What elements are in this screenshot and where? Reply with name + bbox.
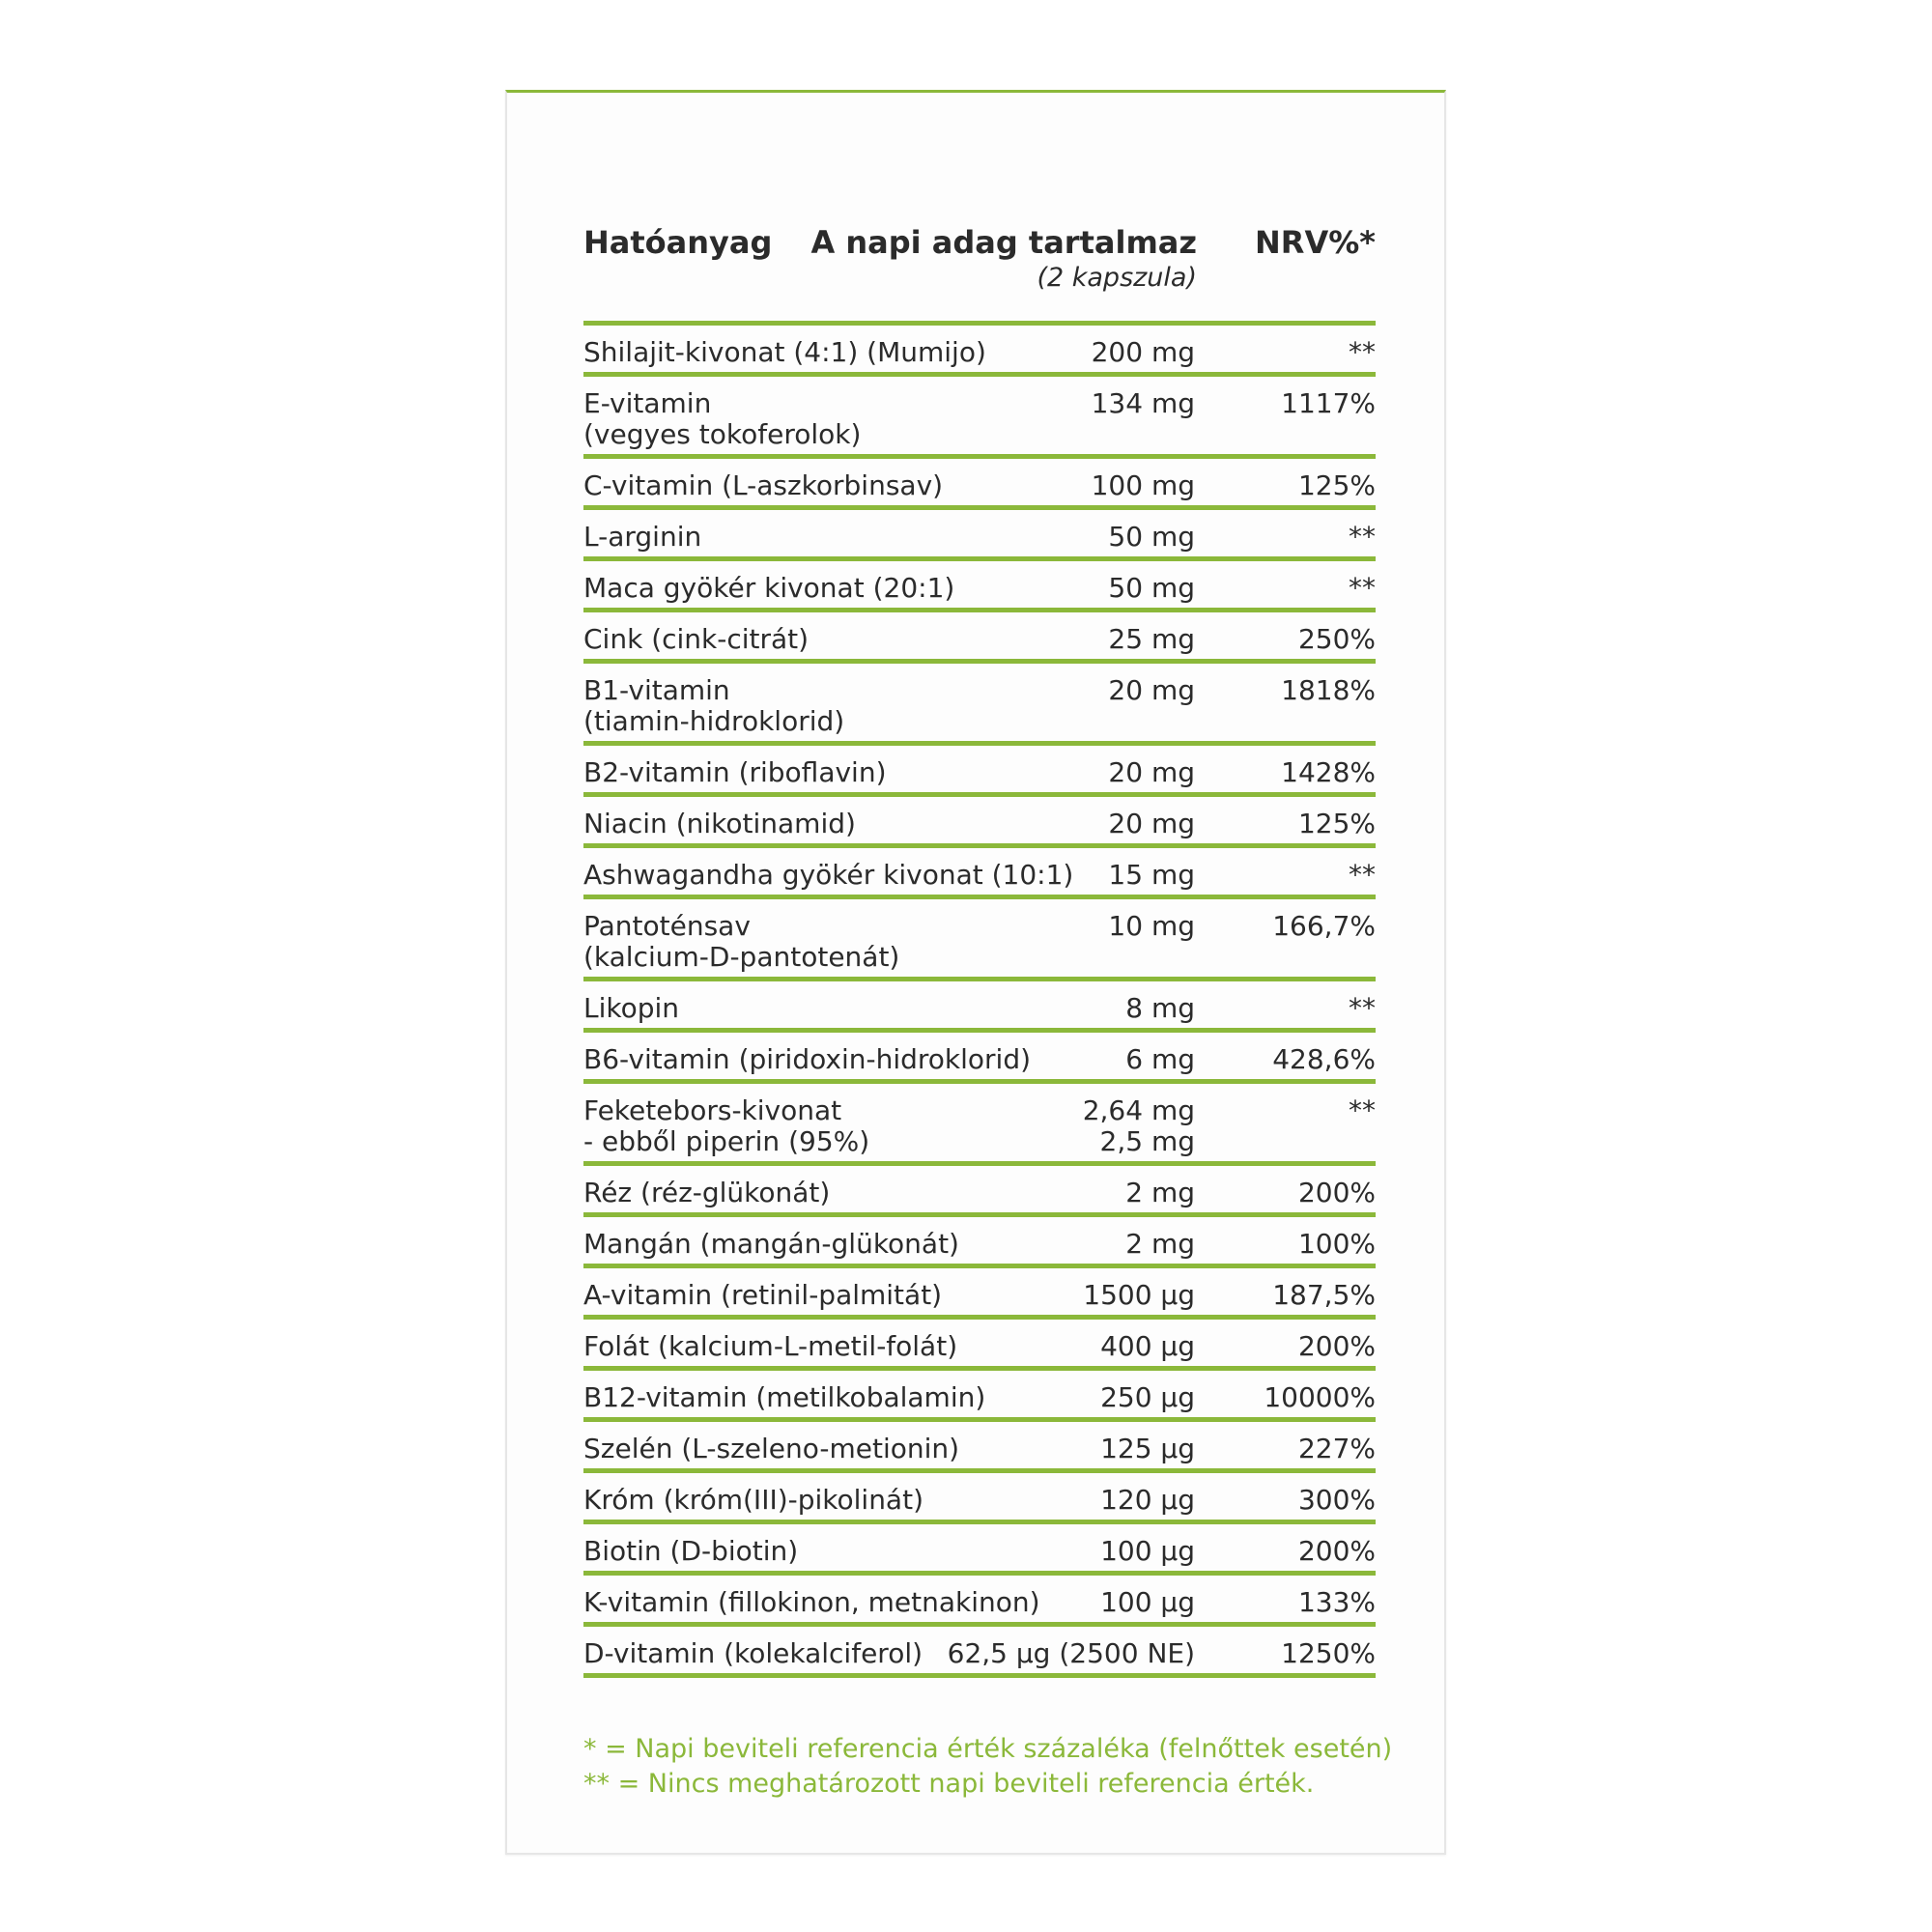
ingredient-name: B6-vitamin (piridoxin-hidroklorid)	[583, 1043, 1032, 1075]
nrv-value: 125%	[1297, 469, 1376, 501]
ingredient-cell	[583, 470, 1086, 501]
ingredient-name: Króm (króm(III)-pikolinát)	[583, 1484, 923, 1516]
nrv-value: 200%	[1297, 1535, 1376, 1567]
amount-cell	[1108, 757, 1195, 788]
amount-value: 2,64 mg	[1082, 1094, 1195, 1126]
amount-value: 125 µg	[1100, 1433, 1195, 1464]
nutrition-table	[583, 224, 1376, 1678]
ingredient-cell	[583, 1095, 1086, 1157]
amount-cell	[1092, 470, 1195, 501]
ingredient-cell	[583, 1587, 1086, 1618]
ingredient-cell	[583, 860, 1086, 891]
ingredient-name: C-vitamin (L-aszkorbinsav)	[583, 469, 944, 501]
ingredient-cell	[583, 1536, 1086, 1567]
table-row	[583, 1473, 1376, 1524]
amount-cell	[1108, 675, 1195, 706]
table-row	[583, 1166, 1376, 1217]
nrv-value: 187,5%	[1272, 1279, 1376, 1311]
ingredient-name: Maca gyökér kivonat (20:1)	[583, 572, 955, 604]
table-row	[583, 1320, 1376, 1371]
table-row	[583, 612, 1376, 664]
table-body	[583, 326, 1376, 1678]
ingredient-cell	[583, 1331, 1086, 1362]
amount-value: 134 mg	[1091, 387, 1195, 419]
amount-value: 62,5 µg (2500 NE)	[947, 1637, 1195, 1669]
amount-value: 2 mg	[1125, 1177, 1195, 1208]
ingredient-cell	[583, 1178, 1086, 1208]
nrv-value: 1250%	[1281, 1637, 1376, 1669]
ingredient-name: Folát (kalcium-L-metil-folát)	[583, 1330, 958, 1362]
ingredient-name: Réz (réz-glükonát)	[583, 1177, 831, 1208]
amount-value: 8 mg	[1125, 992, 1195, 1024]
ingredient-cell	[583, 624, 1086, 655]
ingredient-cell	[583, 1229, 1086, 1260]
ingredient-cell	[583, 1382, 1086, 1413]
header-nrv: NRV%*	[1255, 224, 1376, 261]
ingredient-name: Biotin (D-biotin)	[583, 1535, 799, 1567]
amount-value: 400 µg	[1100, 1330, 1195, 1362]
amount-cell	[1100, 1331, 1195, 1362]
amount-value: 120 µg	[1100, 1484, 1195, 1516]
amount-cell	[1100, 1587, 1195, 1618]
ingredient-name: Pantoténsav	[583, 910, 751, 942]
ingredient-cell	[583, 1280, 1086, 1311]
nrv-value: 200%	[1297, 1177, 1376, 1208]
ingredient-name: D-vitamin (kolekalciferol)	[583, 1637, 923, 1669]
amount-value: 6 mg	[1125, 1043, 1195, 1075]
table-row	[583, 561, 1376, 612]
amount-value: 1500 µg	[1083, 1279, 1195, 1311]
table-row	[583, 1084, 1376, 1166]
amount-cell	[1100, 1382, 1195, 1413]
amount-value: 200 mg	[1091, 336, 1195, 368]
footnotes	[583, 1732, 1395, 1802]
nrv-value: 125%	[1297, 808, 1376, 839]
ingredient-form: - ebből piperin (95%)	[583, 1125, 870, 1157]
amount-value: 100 µg	[1100, 1535, 1195, 1567]
amount-cell	[1108, 624, 1195, 655]
table-row	[583, 377, 1376, 459]
table-row	[583, 981, 1376, 1033]
amount-value: 100 µg	[1100, 1586, 1195, 1618]
table-header	[583, 224, 1376, 313]
table-row	[583, 1524, 1376, 1576]
table-row	[583, 848, 1376, 899]
amount-value: 20 mg	[1108, 808, 1195, 839]
nrv-value: 1428%	[1281, 756, 1376, 788]
amount-cell	[1125, 993, 1195, 1024]
amount-cell	[1100, 1536, 1195, 1567]
amount-cell	[1125, 1229, 1195, 1260]
amount-value-secondary: 2,5 mg	[1099, 1125, 1195, 1157]
amount-value: 15 mg	[1108, 859, 1195, 891]
header-amount-sub: (2 kapszula)	[1037, 263, 1197, 293]
ingredient-cell	[583, 1485, 1086, 1516]
table-row	[583, 1576, 1376, 1627]
ingredient-name: B12-vitamin (metilkobalamin)	[583, 1381, 986, 1413]
table-row	[583, 746, 1376, 797]
ingredient-cell	[583, 757, 1086, 788]
table-row	[583, 1627, 1376, 1678]
amount-cell	[1108, 860, 1195, 891]
footnote-no-nrv: ** = Nincs meghatározott napi beviteli referencia érték.	[583, 1769, 1315, 1799]
ingredient-name: Szelén (L-szeleno-metionin)	[583, 1433, 960, 1464]
table-row	[583, 326, 1376, 377]
amount-cell	[948, 1638, 1195, 1669]
nrv-value: 166,7%	[1272, 910, 1376, 942]
ingredient-name: Cink (cink-citrát)	[583, 623, 810, 655]
nrv-value: 100%	[1297, 1228, 1376, 1260]
table-row	[583, 1422, 1376, 1473]
nrv-value: 10000%	[1264, 1381, 1376, 1413]
ingredient-cell	[583, 993, 1086, 1024]
nrv-value: 250%	[1297, 623, 1376, 655]
ingredient-cell	[583, 573, 1086, 604]
amount-cell	[1092, 337, 1195, 368]
amount-value: 50 mg	[1108, 572, 1195, 604]
ingredient-name: Likopin	[583, 992, 680, 1024]
ingredient-name: K-vitamin (fillokinon, metnakinon)	[583, 1586, 1040, 1618]
ingredient-name: Niacin (nikotinamid)	[583, 808, 856, 839]
amount-cell	[1100, 1434, 1195, 1464]
ingredient-form: (tiamin-hidroklorid)	[583, 705, 845, 737]
amount-value: 20 mg	[1108, 674, 1195, 706]
nrv-value: 1117%	[1281, 387, 1376, 419]
nrv-value: **	[1349, 521, 1376, 553]
nrv-value: **	[1349, 572, 1376, 604]
amount-cell	[1125, 1178, 1195, 1208]
table-row	[583, 1033, 1376, 1084]
amount-cell	[1083, 1280, 1195, 1311]
amount-cell	[1108, 911, 1195, 942]
header-amount: A napi adag tartalmaz	[810, 224, 1197, 261]
amount-value: 250 µg	[1100, 1381, 1195, 1413]
ingredient-cell	[583, 1434, 1086, 1464]
nrv-value: 227%	[1297, 1433, 1376, 1464]
table-row	[583, 459, 1376, 510]
table-row	[583, 1371, 1376, 1422]
amount-cell	[1100, 1485, 1195, 1516]
ingredient-cell	[583, 809, 1086, 839]
amount-cell	[1092, 388, 1195, 419]
amount-cell	[1108, 573, 1195, 604]
amount-value: 50 mg	[1108, 521, 1195, 553]
amount-value: 2 mg	[1125, 1228, 1195, 1260]
nrv-value: **	[1349, 992, 1376, 1024]
table-row	[583, 1268, 1376, 1320]
ingredient-name: Shilajit-kivonat (4:1) (Mumijo)	[583, 336, 986, 368]
amount-value: 100 mg	[1091, 469, 1195, 501]
ingredient-cell	[583, 675, 1086, 737]
ingredient-form: (vegyes tokoferolok)	[583, 418, 862, 450]
ingredient-cell	[583, 337, 1086, 368]
footnote-nrv: * = Napi beviteli referencia érték százaléka (felnőttek esetén)	[583, 1734, 1393, 1764]
ingredient-cell	[583, 388, 1086, 450]
header-ingredient: Hatóanyag	[583, 224, 773, 261]
nrv-value: 428,6%	[1272, 1043, 1376, 1075]
amount-cell	[1083, 1095, 1195, 1157]
ingredient-cell	[583, 911, 1086, 973]
table-row	[583, 510, 1376, 561]
ingredient-cell	[583, 522, 1086, 553]
amount-cell	[1125, 1044, 1195, 1075]
table-row	[583, 664, 1376, 746]
ingredient-name: L-arginin	[583, 521, 702, 553]
nrv-value: 200%	[1297, 1330, 1376, 1362]
ingredient-form: (kalcium-D-pantotenát)	[583, 941, 900, 973]
nrv-value: **	[1349, 1094, 1376, 1126]
table-row	[583, 1217, 1376, 1268]
ingredient-name: B1-vitamin	[583, 674, 730, 706]
ingredient-name: Mangán (mangán-glükonát)	[583, 1228, 959, 1260]
ingredient-name: Ashwagandha gyökér kivonat (10:1)	[583, 859, 1074, 891]
ingredient-cell	[583, 1044, 1086, 1075]
nrv-value: **	[1349, 336, 1376, 368]
ingredient-name: A-vitamin (retinil-palmitát)	[583, 1279, 943, 1311]
amount-cell	[1108, 809, 1195, 839]
amount-value: 25 mg	[1108, 623, 1195, 655]
ingredient-name: Feketebors-kivonat	[583, 1094, 842, 1126]
amount-cell	[1108, 522, 1195, 553]
ingredient-name: B2-vitamin (riboflavin)	[583, 756, 887, 788]
table-row	[583, 899, 1376, 981]
nrv-value: 133%	[1297, 1586, 1376, 1618]
nrv-value: 300%	[1297, 1484, 1376, 1516]
amount-value: 20 mg	[1108, 756, 1195, 788]
amount-value: 10 mg	[1108, 910, 1195, 942]
ingredient-name: E-vitamin	[583, 387, 712, 419]
nrv-value: 1818%	[1281, 674, 1376, 706]
table-row	[583, 797, 1376, 848]
nrv-value: **	[1349, 859, 1376, 891]
